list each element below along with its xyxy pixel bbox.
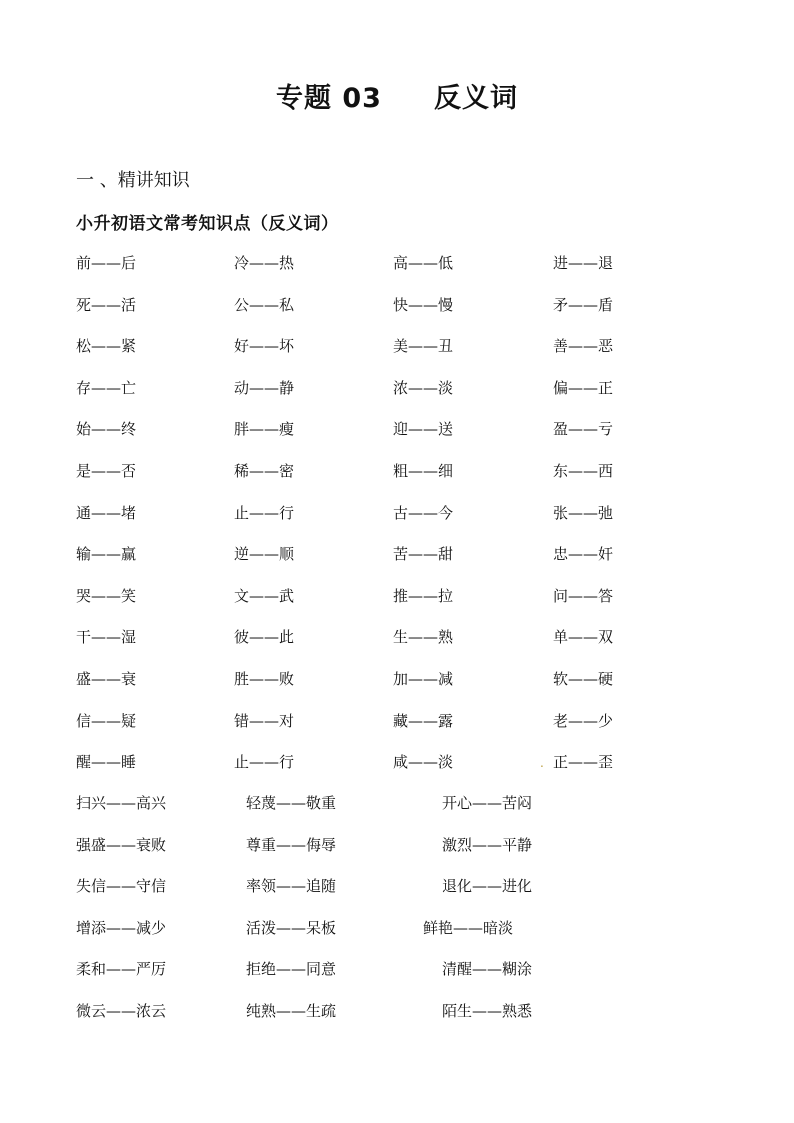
antonym-pair: 鲜艳——暗淡	[423, 918, 514, 937]
antonym-pair: 忠——奸	[553, 545, 614, 564]
subtitle: 小升初语文常考知识点（反义词）	[76, 214, 339, 234]
section-heading: 一 、精讲知识	[76, 170, 190, 191]
antonym-pair: 拒绝——同意	[246, 960, 337, 979]
antonym-pair: 古——今	[393, 503, 454, 522]
antonym-pair: 粗——细	[393, 461, 454, 480]
antonym-pair: 陌生——熟悉	[442, 1001, 533, 1020]
antonym-row	[76, 1001, 716, 1043]
antonym-row	[76, 669, 716, 711]
antonym-pair: 软——硬	[553, 669, 614, 688]
antonym-pair: 善——恶	[553, 337, 614, 356]
antonym-pair: 增添——减少	[76, 918, 167, 937]
antonym-pair: 死——活	[76, 295, 137, 314]
antonym-pair: 盛——衰	[76, 669, 137, 688]
antonym-row	[76, 503, 716, 545]
single-character-antonym-list	[76, 253, 716, 794]
antonym-pair: 失信——守信	[76, 877, 167, 896]
antonym-pair: 推——拉	[393, 586, 454, 605]
antonym-pair: 逆——顺	[234, 545, 295, 564]
antonym-pair: 问——答	[553, 586, 614, 605]
antonym-pair: 输——赢	[76, 545, 137, 564]
antonym-pair: 好——坏	[234, 337, 295, 356]
antonym-row	[76, 378, 716, 420]
antonym-row	[76, 586, 716, 628]
antonym-pair: 张——弛	[553, 503, 614, 522]
antonym-row	[76, 627, 716, 669]
antonym-row	[76, 835, 716, 877]
antonym-row	[76, 419, 716, 461]
antonym-pair: 存——亡	[76, 378, 137, 397]
antonym-row	[76, 295, 716, 337]
antonym-pair: 正——歪	[553, 753, 614, 772]
antonym-pair: 高——低	[393, 254, 454, 272]
two-character-antonym-list	[76, 793, 716, 1043]
antonym-pair: 纯熟——生疏	[246, 1001, 337, 1020]
antonym-pair: 轻蔑——敬重	[246, 794, 337, 812]
antonym-pair: 干——湿	[76, 628, 137, 647]
antonym-pair: 美——丑	[393, 337, 454, 356]
antonym-pair: 咸——淡	[393, 753, 454, 772]
antonym-pair: 率领——追随	[246, 877, 337, 896]
antonym-row	[76, 918, 716, 960]
antonym-row	[76, 544, 716, 586]
antonym-pair: 始——终	[76, 420, 137, 439]
antonym-pair: 强盛——衰败	[76, 835, 167, 854]
antonym-pair: 松——紧	[76, 337, 137, 356]
antonym-pair: 信——疑	[76, 711, 137, 730]
antonym-pair: 进——退	[553, 254, 614, 272]
antonym-pair: 开心——苦闷	[442, 794, 533, 812]
antonym-pair: 尊重——侮辱	[246, 835, 337, 854]
antonym-pair: 胜——败	[234, 669, 295, 688]
antonym-row	[76, 253, 716, 295]
antonym-pair: 浓——淡	[393, 378, 454, 397]
antonym-pair: 冷——热	[234, 254, 295, 272]
antonym-pair: 彼——此	[234, 628, 295, 647]
antonym-pair: 通——堵	[76, 503, 137, 522]
antonym-pair: 单——双	[553, 628, 614, 647]
antonym-pair: 前——后	[76, 254, 137, 272]
antonym-pair: 动——静	[234, 378, 295, 397]
antonym-row	[76, 752, 716, 794]
page-title: 专题 03 反义词	[276, 83, 518, 114]
antonym-pair: 醒——睡	[76, 753, 137, 772]
antonym-pair: 苦——甜	[393, 545, 454, 564]
antonym-pair: 柔和——严厉	[76, 960, 167, 979]
antonym-pair: 稀——密	[234, 461, 295, 480]
antonym-pair: 微云——浓云	[76, 1001, 167, 1020]
antonym-pair: 激烈——平静	[442, 835, 533, 854]
antonym-pair: 胖——瘦	[234, 420, 295, 439]
antonym-pair: 清醒——糊涂	[442, 960, 533, 979]
antonym-pair: 生——熟	[393, 628, 454, 647]
antonym-pair: 止——行	[234, 503, 295, 522]
antonym-pair: 迎——送	[393, 420, 454, 439]
antonym-pair: 藏——露	[393, 711, 454, 730]
antonym-pair: 止——行	[234, 753, 295, 772]
antonym-pair: 错——对	[234, 711, 295, 730]
antonym-pair: 矛——盾	[553, 295, 614, 314]
antonym-pair: 快——慢	[393, 295, 454, 314]
antonym-pair: 活泼——呆板	[246, 918, 337, 937]
antonym-pair: 东——西	[553, 461, 614, 480]
antonym-row	[76, 461, 716, 503]
stray-dot-mark: .	[540, 756, 544, 771]
antonym-pair: 老——少	[553, 711, 614, 730]
antonym-pair: 哭——笑	[76, 586, 137, 605]
antonym-row	[76, 959, 716, 1001]
antonym-pair: 是——否	[76, 461, 137, 480]
antonym-pair: 偏——正	[553, 378, 614, 397]
antonym-pair: 退化——进化	[442, 877, 533, 896]
antonym-row	[76, 711, 716, 753]
antonym-row	[76, 793, 716, 835]
antonym-row	[76, 336, 716, 378]
antonym-pair: 文——武	[234, 586, 295, 605]
antonym-pair: 公——私	[234, 295, 295, 314]
antonym-pair: 扫兴——高兴	[76, 794, 167, 812]
antonym-row	[76, 876, 716, 918]
antonym-pair: 盈——亏	[553, 420, 614, 439]
antonym-pair: 加——减	[393, 669, 454, 688]
